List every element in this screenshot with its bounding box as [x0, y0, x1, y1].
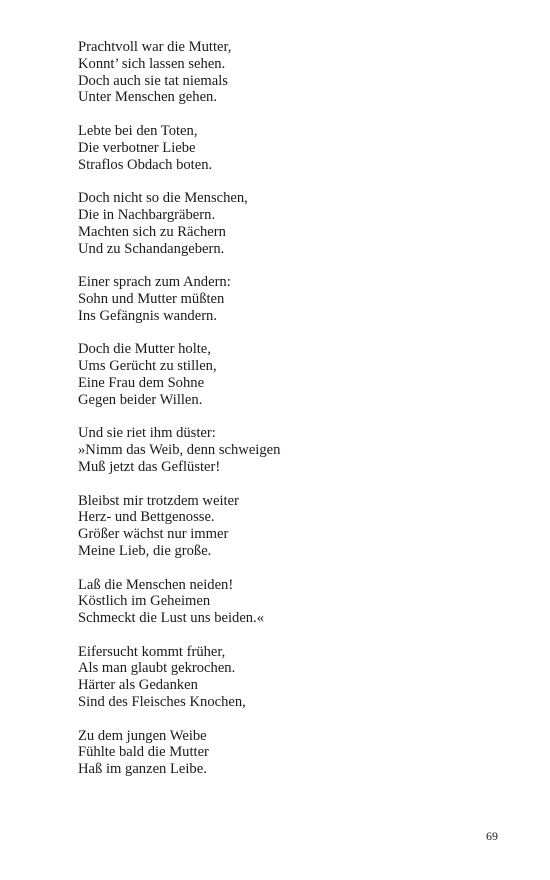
- poem-line: Doch nicht so die Menschen,: [78, 190, 248, 207]
- stanza: [78, 728, 518, 778]
- poem-line: Straflos Obdach boten.: [78, 156, 213, 173]
- stanza: [78, 493, 518, 560]
- poem-line: Härter als Gedanken: [78, 677, 198, 694]
- poem-line: Die verbotner Liebe: [78, 139, 196, 156]
- poem-line: Doch die Mutter holte,: [78, 341, 211, 358]
- poem-line: Herz- und Bettgenosse.: [78, 509, 215, 526]
- poem-line: »Nimm das Weib, denn schweigen: [78, 442, 281, 459]
- stanza: [78, 39, 518, 106]
- poem-line: Eifersucht kommt früher,: [78, 643, 226, 660]
- stanza: [78, 577, 518, 627]
- poem-line: Machten sich zu Rächern: [78, 223, 226, 240]
- stanza: [78, 341, 518, 408]
- poem-line: Sohn und Mutter müßten: [78, 290, 225, 307]
- poem-line: Lebte bei den Toten,: [78, 122, 198, 139]
- poem-line: Als man glaubt gekrochen.: [78, 660, 236, 677]
- page-number: 69: [486, 829, 498, 843]
- poem-line: Konnt’ sich lassen sehen.: [78, 55, 226, 72]
- poem-line: Größer wächst nur immer: [78, 526, 229, 543]
- poem-line: Gegen beider Willen.: [78, 391, 203, 408]
- poem-line: Bleibst mir trotzdem weiter: [78, 492, 239, 509]
- poem-line: Köstlich im Geheimen: [78, 593, 211, 610]
- stanza: [78, 190, 518, 257]
- poem-line: Prachtvoll war die Mutter,: [78, 39, 232, 55]
- poem-line: Laß die Menschen neiden!: [78, 576, 234, 593]
- stanza: [78, 274, 518, 324]
- poem-line: Doch auch sie tat niemals: [78, 72, 228, 89]
- stanza: [78, 425, 518, 475]
- poem-line: Muß jetzt das Geflüster!: [78, 458, 221, 475]
- stanza: [78, 644, 518, 711]
- poem-line: Einer sprach zum Andern:: [78, 274, 231, 291]
- poem-line: Unter Menschen gehen.: [78, 89, 217, 106]
- poem-line: Und zu Schandangebern.: [78, 240, 225, 257]
- stanza: [78, 123, 518, 173]
- poem-line: Ums Gerücht zu stillen,: [78, 358, 217, 375]
- poem-line: Ins Gefängnis wandern.: [78, 307, 218, 324]
- poem-line: Eine Frau dem Sohne: [78, 374, 205, 391]
- poem-body: [78, 39, 518, 795]
- poem-line: Schmeckt die Lust uns beiden.«: [78, 610, 265, 627]
- poem-line: Die in Nachbargräbern.: [78, 206, 216, 223]
- poem-line: Fühlte bald die Mutter: [78, 744, 209, 761]
- poem-line: Meine Lieb, die große.: [78, 542, 212, 559]
- poem-line: Haß im ganzen Leibe.: [78, 761, 207, 778]
- poem-line: Zu dem jungen Weibe: [78, 727, 207, 744]
- poem-line: Sind des Fleisches Knochen,: [78, 694, 246, 711]
- poem-line: Und sie riet ihm düster:: [78, 425, 216, 442]
